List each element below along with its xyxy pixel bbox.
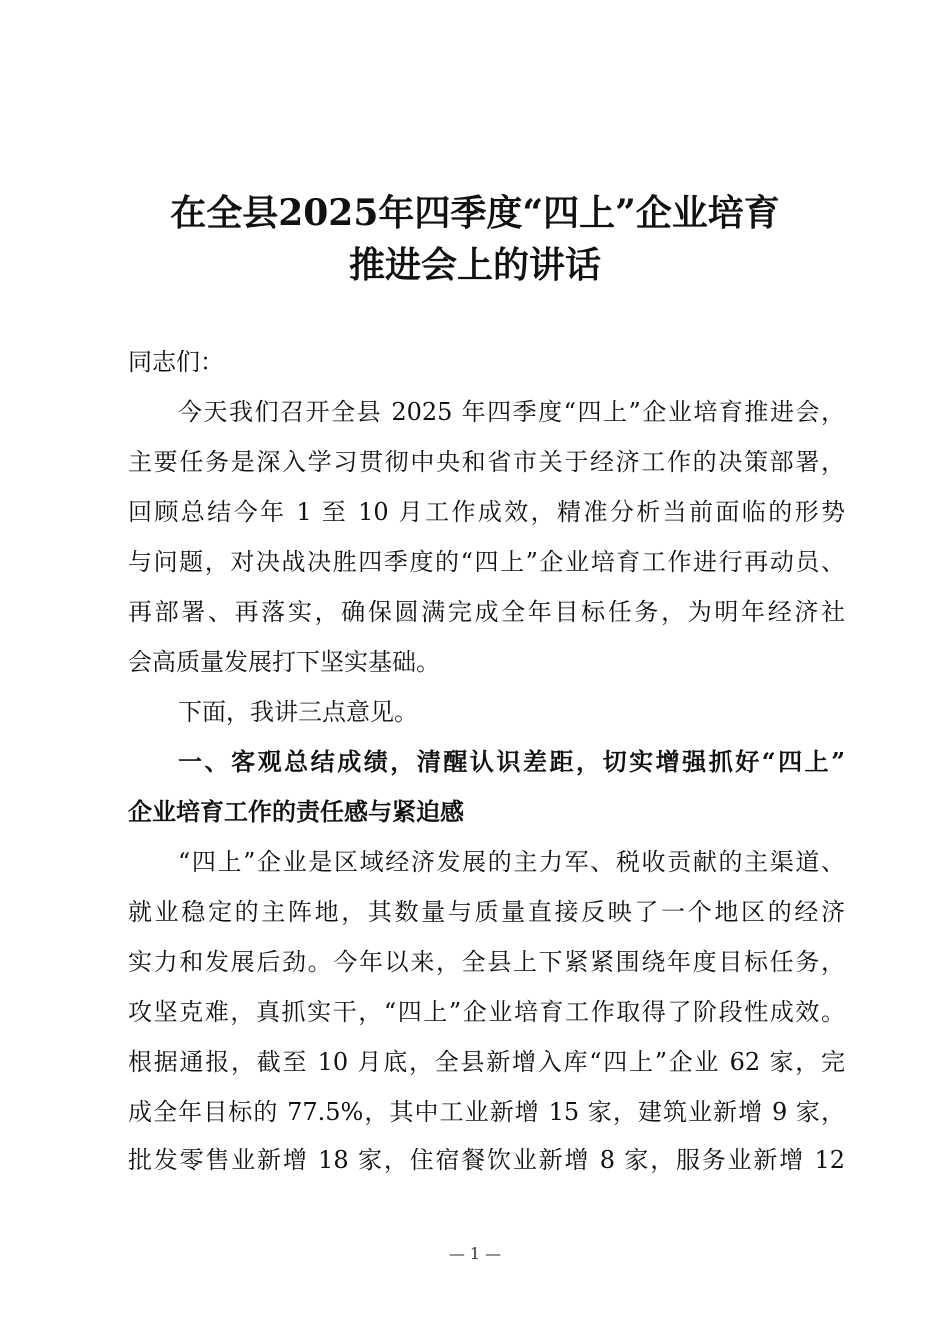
section-heading-line: 企业培育工作的责任感与紧迫感 (128, 797, 464, 826)
paragraph-line: 今天我们召开全县 2025 年四季度“四上”企业培育推进会， (178, 398, 845, 426)
paragraph-line: 回顾总结今年 1 至 10 月工作成效，精准分析当前面临的形势 (128, 498, 845, 526)
document-title-line-2: 推进会上的讲话 (348, 244, 601, 286)
paragraph-line: 根据通报，截至 10 月底，全县新增入库“四上”企业 62 家，完 (128, 1048, 845, 1076)
paragraph-line: 成全年目标的 77.5%，其中工业新增 15 家，建筑业新增 9 家， (128, 1098, 845, 1126)
page-number: — 1 — (448, 1244, 502, 1263)
paragraph-line: “四上”企业是区域经济发展的主力军、税收贡献的主渠道、 (178, 848, 845, 876)
paragraph-line: 下面，我讲三点意见。 (178, 698, 418, 726)
paragraph-line: 再部署、再落实，确保圆满完成全年目标任务，为明年经济社 (128, 598, 845, 626)
paragraph-line: 会高质量发展打下坚实基础。 (128, 648, 440, 676)
paragraph-line: 批发零售业新增 18 家，住宿餐饮业新增 8 家，服务业新增 12 (128, 1146, 845, 1174)
section-heading-line: 一、客观总结成绩，清醒认识差距，切实增强抓好“四上” (178, 747, 845, 776)
document-title-line-1: 在全县2025年四季度“四上”企业培育 (170, 192, 780, 234)
salutation: 同志们： (128, 348, 224, 376)
paragraph-line: 就业稳定的主阵地，其数量与质量直接反映了一个地区的经济 (128, 898, 845, 926)
paragraph-line: 实力和发展后劲。今年以来，全县上下紧紧围绕年度目标任务， (128, 948, 845, 976)
paragraph-line: 主要任务是深入学习贯彻中央和省市关于经济工作的决策部署， (128, 448, 845, 476)
paragraph-line: 攻坚克难，真抓实干，“四上”企业培育工作取得了阶段性成效。 (128, 998, 845, 1026)
paragraph-line: 与问题，对决战决胜四季度的“四上”企业培育工作进行再动员、 (128, 548, 845, 576)
